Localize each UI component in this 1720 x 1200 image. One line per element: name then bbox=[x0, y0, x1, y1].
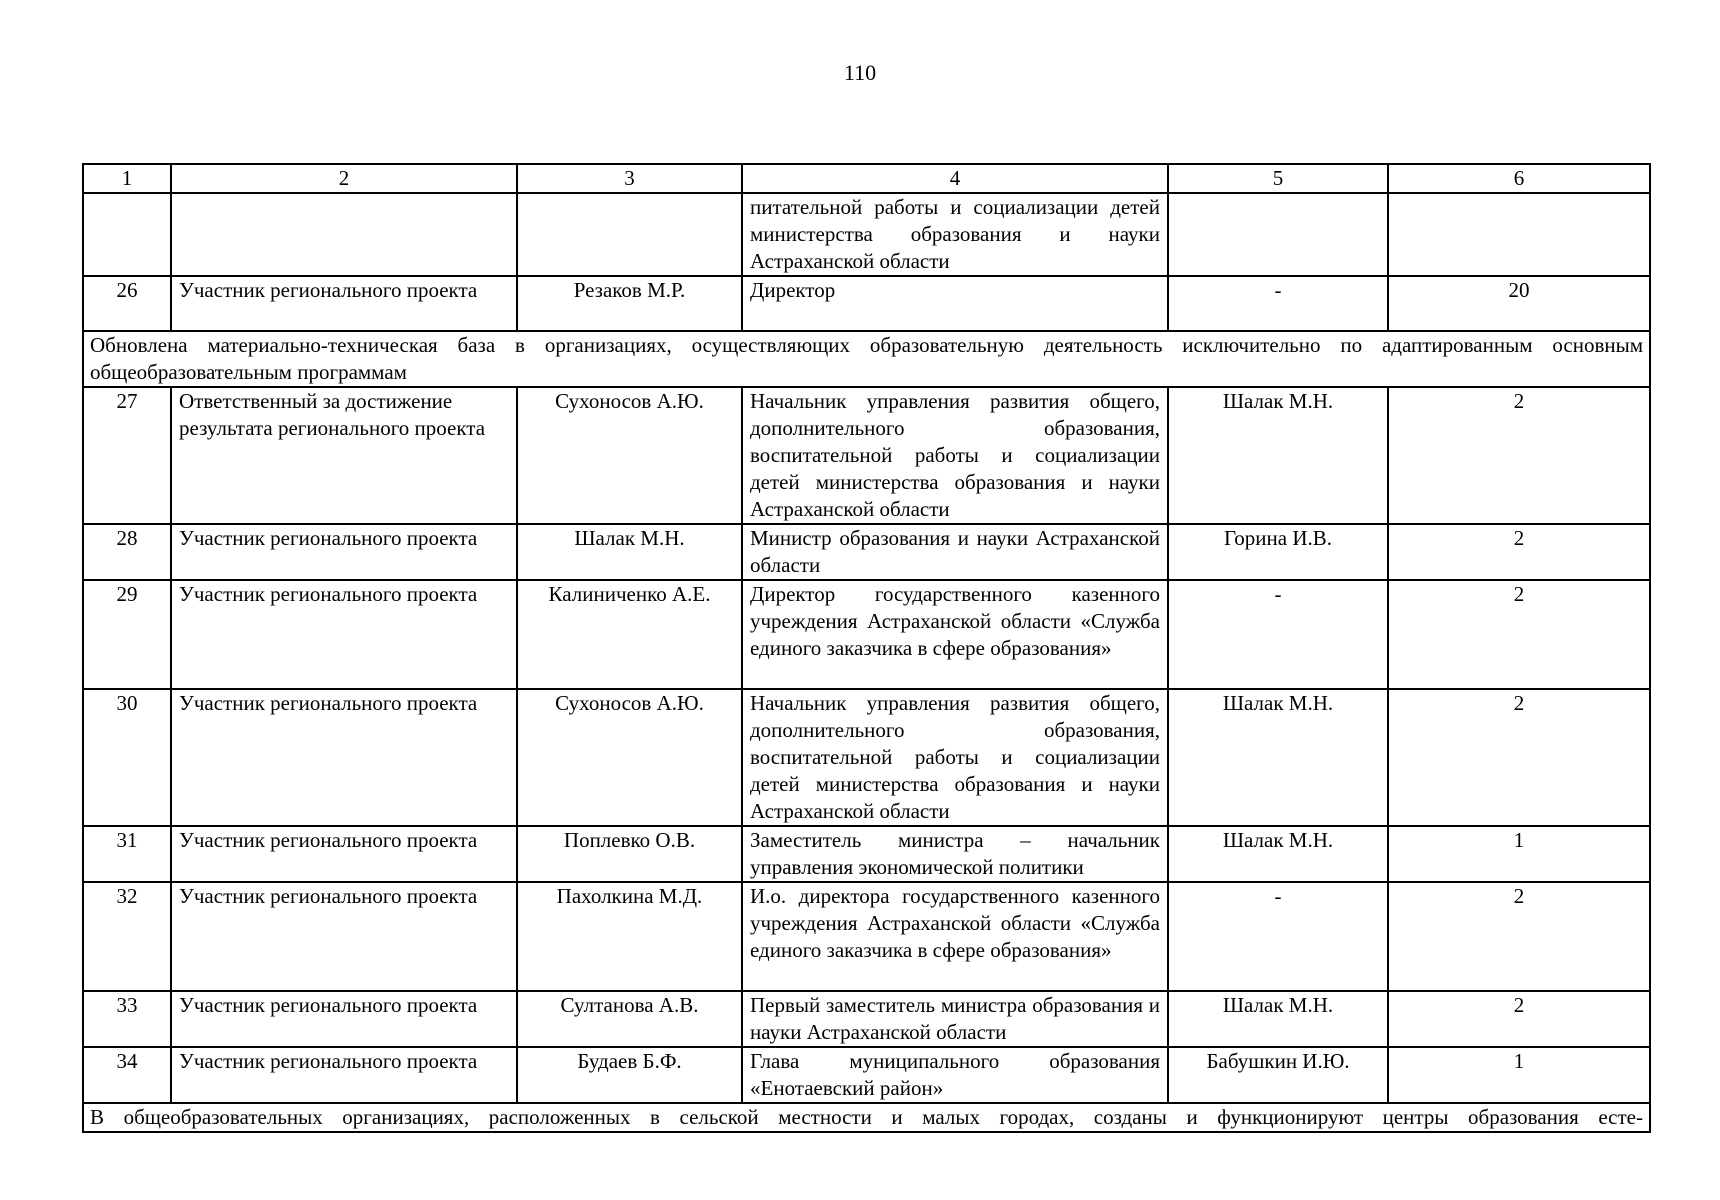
column-header: 1 bbox=[83, 164, 171, 193]
row-supervisor: - bbox=[1168, 276, 1388, 331]
row-number: 29 bbox=[83, 580, 171, 689]
table-row bbox=[83, 826, 1650, 882]
row-role: Участник регионального проекта bbox=[171, 1047, 517, 1103]
row-position: Глава муниципального образования «Енотаевский район» bbox=[742, 1047, 1168, 1103]
row-role: Участник регионального проекта bbox=[171, 276, 517, 331]
row-person: Сухоносов А.Ю. bbox=[517, 387, 742, 524]
row-person: Сухоносов А.Ю. bbox=[517, 689, 742, 826]
row-person: Пахолкина М.Д. bbox=[517, 882, 742, 991]
row-person bbox=[517, 193, 742, 276]
row-load: 1 bbox=[1388, 826, 1650, 882]
row-number: 31 bbox=[83, 826, 171, 882]
column-header: 2 bbox=[171, 164, 517, 193]
row-number: 33 bbox=[83, 991, 171, 1047]
row-load: 2 bbox=[1388, 882, 1650, 991]
staff-table bbox=[82, 163, 1651, 1133]
row-person: Резаков М.Р. bbox=[517, 276, 742, 331]
row-person: Калиниченко А.Е. bbox=[517, 580, 742, 689]
row-supervisor: Шалак М.Н. bbox=[1168, 387, 1388, 524]
column-header: 4 bbox=[742, 164, 1168, 193]
row-person: Поплевко О.В. bbox=[517, 826, 742, 882]
row-role: Ответственный за достижение результата регионального проекта bbox=[171, 387, 517, 524]
row-person: Султанова А.В. bbox=[517, 991, 742, 1047]
row-load: 2 bbox=[1388, 991, 1650, 1047]
table-row bbox=[83, 689, 1650, 826]
table-row bbox=[83, 524, 1650, 580]
row-load: 20 bbox=[1388, 276, 1650, 331]
row-load: 2 bbox=[1388, 387, 1650, 524]
section-heading: Обновлена материально-техническая база в организациях, осуществляющих образовательную деятельность исключительно по адаптированным основным общеобразовательным программам bbox=[83, 331, 1650, 387]
row-role: Участник регионального проекта bbox=[171, 524, 517, 580]
row-load: 1 bbox=[1388, 1047, 1650, 1103]
row-load: 2 bbox=[1388, 524, 1650, 580]
row-supervisor: Шалак М.Н. bbox=[1168, 826, 1388, 882]
row-person: Будаев Б.Ф. bbox=[517, 1047, 742, 1103]
row-position: И.о. директора государственного казенного учреждения Астраханской области «Служба единого заказчика в сфере образования» bbox=[742, 882, 1168, 991]
row-role: Участник регионального проекта bbox=[171, 991, 517, 1047]
row-load bbox=[1388, 193, 1650, 276]
section-heading: В общеобразовательных организациях, расположенных в сельской местности и малых городах, созданы и функционируют центры образования есте- bbox=[83, 1103, 1650, 1132]
row-supervisor bbox=[1168, 193, 1388, 276]
table-row bbox=[83, 193, 1650, 276]
row-position: Первый заместитель министра образования и науки Астраханской области bbox=[742, 991, 1168, 1047]
column-header: 3 bbox=[517, 164, 742, 193]
row-number: 27 bbox=[83, 387, 171, 524]
row-position: Начальник управления развития общего, дополнительного образования, воспитательной работы и социализации детей министерства образования и науки Астраханской области bbox=[742, 387, 1168, 524]
row-supervisor: - bbox=[1168, 882, 1388, 991]
row-supervisor: Шалак М.Н. bbox=[1168, 689, 1388, 826]
column-header: 5 bbox=[1168, 164, 1388, 193]
row-load: 2 bbox=[1388, 689, 1650, 826]
row-number bbox=[83, 193, 171, 276]
row-role: Участник регионального проекта bbox=[171, 826, 517, 882]
row-position: питательной работы и социализации детей министерства образования и науки Астраханской области bbox=[742, 193, 1168, 276]
table-row bbox=[83, 580, 1650, 689]
row-person: Шалак М.Н. bbox=[517, 524, 742, 580]
row-role: Участник регионального проекта bbox=[171, 882, 517, 991]
row-position: Директор государственного казенного учреждения Астраханской области «Служба единого заказчика в сфере образования» bbox=[742, 580, 1168, 689]
column-header: 6 bbox=[1388, 164, 1650, 193]
row-number: 32 bbox=[83, 882, 171, 991]
row-supervisor: - bbox=[1168, 580, 1388, 689]
row-number: 30 bbox=[83, 689, 171, 826]
table-row bbox=[83, 276, 1650, 331]
row-number: 26 bbox=[83, 276, 171, 331]
row-supervisor: Бабушкин И.Ю. bbox=[1168, 1047, 1388, 1103]
row-position: Министр образования и науки Астраханской области bbox=[742, 524, 1168, 580]
section-row bbox=[83, 331, 1650, 387]
table-row bbox=[83, 387, 1650, 524]
row-role: Участник регионального проекта bbox=[171, 580, 517, 689]
row-load: 2 bbox=[1388, 580, 1650, 689]
row-position: Начальник управления развития общего, дополнительного образования, воспитательной работы и социализации детей министерства образования и науки Астраханской области bbox=[742, 689, 1168, 826]
row-supervisor: Горина И.В. bbox=[1168, 524, 1388, 580]
row-number: 28 bbox=[83, 524, 171, 580]
column-header-row bbox=[83, 164, 1650, 193]
row-position: Директор bbox=[742, 276, 1168, 331]
row-position: Заместитель министра – начальник управления экономической политики bbox=[742, 826, 1168, 882]
table-row bbox=[83, 991, 1650, 1047]
page-number: 110 bbox=[843, 60, 877, 85]
table-row bbox=[83, 1047, 1650, 1103]
section-row bbox=[83, 1103, 1650, 1132]
table-row bbox=[83, 882, 1650, 991]
row-number: 34 bbox=[83, 1047, 171, 1103]
row-supervisor: Шалак М.Н. bbox=[1168, 991, 1388, 1047]
row-role bbox=[171, 193, 517, 276]
row-role: Участник регионального проекта bbox=[171, 689, 517, 826]
